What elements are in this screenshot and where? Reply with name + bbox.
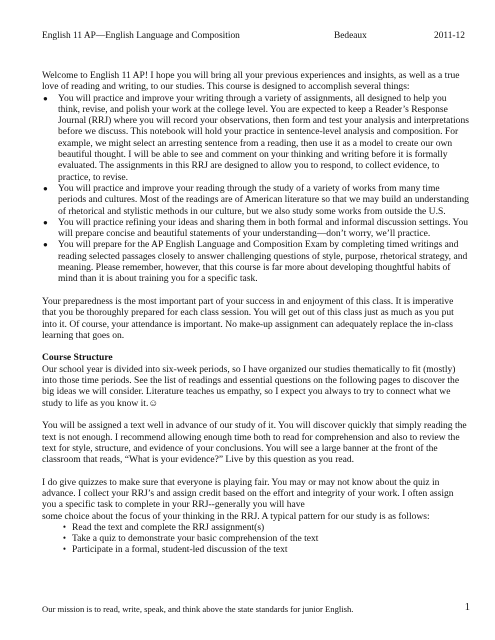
list-item [42, 533, 470, 544]
bullet-icon: ● [43, 93, 48, 103]
school-year: 2011-12 [434, 31, 465, 41]
course-title: English 11 AP—English Language and Composition [42, 31, 240, 41]
preparedness-paragraph: Your preparedness is the most important part of your success in and enjoyment of this class. It is imperative that you be thoroughly prepared for each class session. You will get out of this class just as much as you put into it. Of course, your attendance is important. No make-up assignment can adequately replace the in-class learning that goes on. [42, 295, 454, 341]
study-pattern-intro: some choice about the focus of your thinking in the RRJ. A typical pattern for our study is as follows: [42, 510, 430, 522]
bullet-icon: • [62, 544, 66, 555]
goal-text: You will prepare for the AP English Language and Composition Exam by completing timed writings and reading selected passages closely to answer challenging questions of style, purpose, rhetorical strategy, and meaning. Please remember, however, that this course is far more about developing thoughtful habits of mind than it is about training you for a specific task. [58, 239, 468, 285]
study-pattern-list [42, 522, 470, 556]
goal-item [42, 239, 470, 284]
goal-text: You will practice and improve your writing through a variety of assignments, all designed to help you think, revise, and polish your work at the college level. You are expected to keep a Reader’s Response Journal (RRJ) where you will record your observations, then form and test your analysis and interpretations before we discuss. This notebook will hold your practice in sentence-level analysis and composition. For example, we might select an arresting sentence from a reading, then use it as a model to create our own beautiful thought. I will be able to see and comment on your thinking and writing before it is formally evaluated. The assignments in this RRJ are designed to allow you to respond, to collect evidence, to practice, to revise. [58, 92, 469, 183]
bullet-icon: • [62, 533, 66, 544]
bullet-icon: • [62, 521, 66, 532]
step-text: Take a quiz to demonstrate your basic comprehension of the text [72, 533, 319, 545]
bullet-icon: ● [43, 183, 48, 193]
goal-item [42, 183, 470, 217]
page-number: 1 [464, 602, 470, 613]
document-body [42, 70, 470, 556]
step-text: Read the text and complete the RRJ assignment(s) [72, 521, 265, 533]
page-header [42, 30, 472, 42]
quizzes-paragraph: I do give quizzes to make sure that everyone is playing fair. You may or may not know about the quiz in advance. I collect your RRJ’s and assign credit based on the effort and integrity of your work. I often assign you a specific task to complete in your RRJ--generally you will have [42, 476, 454, 511]
teacher-name: Bedeaux [334, 31, 367, 41]
goal-item [42, 93, 470, 183]
list-item [42, 522, 470, 533]
bullet-icon: ● [43, 217, 48, 227]
text-assignment-paragraph: You will be assigned a text well in advance of our study of it. You will discover quickly that simply reading the text is not enough. I recommend allowing enough time both to read for comprehension and also to review the text for style, structure, and evidence of your conclusions. You will see a large banner at the front of the classroom that reads, “What is your evidence?” Live by this question as you read. [42, 420, 467, 466]
goal-text: You will practice and improve your reading through the study of a variety of works from many time periods and cultures. Most of the readings are of American literature so that we may build an understanding of rhetorical and stylistic methods in our culture, but we also study some works from outside the U.S. [58, 182, 469, 217]
goal-text: You will practice refining your ideas and sharing them in both formal and informal discussion settings. You will prepare concise and beautiful statements of your understanding—don’t worry, we’ll practice. [58, 216, 469, 240]
mission-statement: Our mission is to read, write, speak, and think above the state standards for junior English. [42, 604, 354, 614]
goal-item [42, 217, 470, 240]
course-structure-heading: Course Structure [42, 352, 113, 364]
goals-list [42, 93, 470, 285]
step-text: Participate in a formal, student-led discussion of the text [72, 544, 288, 556]
bullet-icon: ● [43, 240, 48, 250]
page-footer [42, 602, 470, 616]
welcome-paragraph: Welcome to English 11 AP! I hope you will bring all your previous experiences and insights, as well as a true love of reading and writing, to our studies. This course is designed to accomplish several things: [42, 70, 460, 93]
list-item [42, 544, 470, 555]
course-structure-paragraph: Our school year is divided into six-week periods, so I have organized our studies thematically to fit (mostly) into those time periods. See the list of readings and essential questions on the following pages to discover the big ideas we will consider. Literature teaches us empathy, so I expect you always to try to connect what we study to life as you know it.☺ [42, 363, 460, 409]
